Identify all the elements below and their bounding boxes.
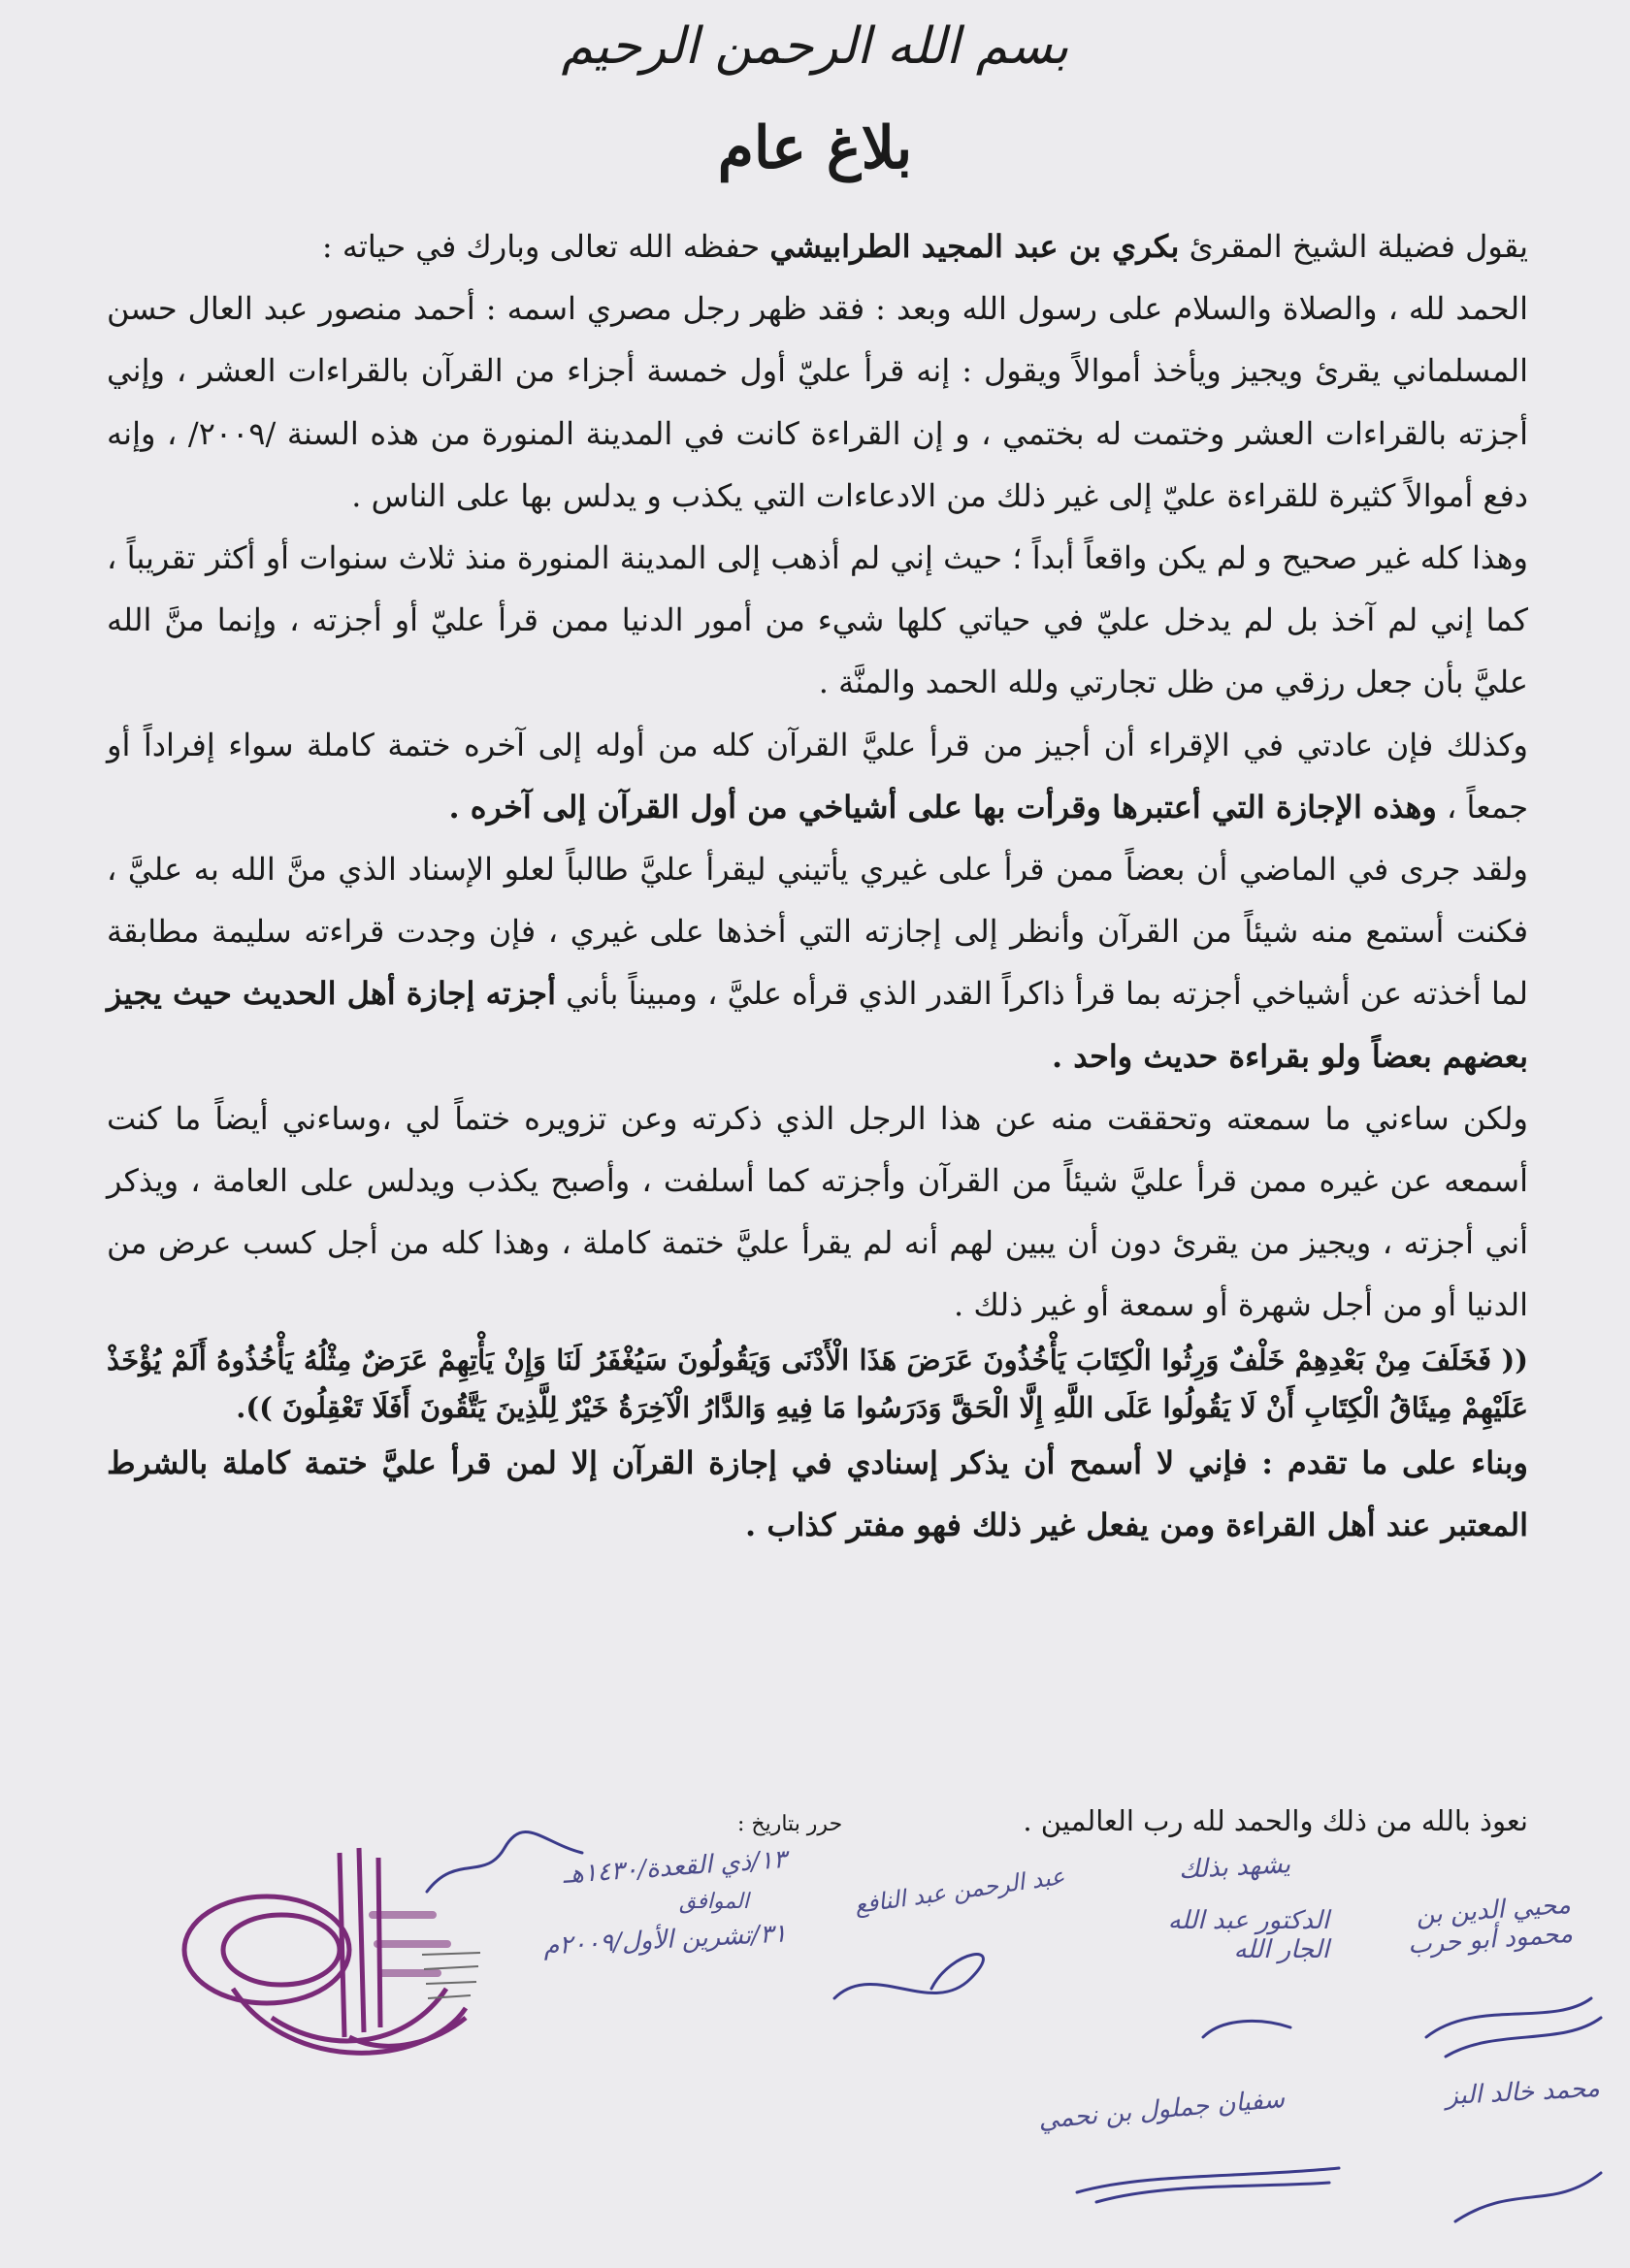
date-label: حرر بتاريخ : xyxy=(737,1812,843,1836)
paragraph-claim: الحمد لله ، والصلاة والسلام على رسول الله وبعد : فقد ظهر رجل مصري اسمه : أحمد منصور عبد العال حسن المسلماني يقرئ ويجيز ويأخذ أموالاً ويقول : إنه قرأ عليّ أول خمسة أجزاء من القرآن بالقراءات العشر ، وإني أجزته بالقراءات العشر وختمت له بختمي ، و إن القراءة كانت في المدينة المنورة من هذه السنة /٢٠٠٩/ ، وإنه دفع أموالاً كثيرة للقراءة عليّ إلى غير ذلك من الادعاءات التي يكذب و يدلس بها على الناس . xyxy=(107,290,1529,514)
hijri-date: ١٣/ذي القعدة/١٤٣٠هـ xyxy=(562,1844,788,1891)
gregorian-date: ٣١/تشرين الأول/٢٠٠٩م xyxy=(542,1919,788,1961)
paragraph-complaint: ولكن ساءني ما سمعته وتحققت منه عن هذا الرجل الذي ذكرته وعن تزويره ختماً لي ،وساءني أيضاً ما كنت أسمعه عن غيره ممن قرأ عليَّ شيئاً من القرآن وأجزته كما أسلفت ، وأصبح يكذب ويدلس على العامة ، ويذكر أني أجزته ، ويجيز من يقرئ دون أن يبين لهم أنه لم يقرأ عليَّ ختمة كاملة ، وهذا كله من أجل كسب عرض من الدنيا أو من أجل شهرة أو سمعة أو غير ذلك . xyxy=(107,1099,1529,1324)
paragraph-ruling: وبناء على ما تقدم : فإني لا أسمح أن يذكر إسنادي في إجازة القرآن إلا لمن قرأ عليَّ ختمة كاملة بالشرط المعتبر عند أهل القراءة ومن يفعل غير ذلك فهو مفتر كذاب . xyxy=(107,1443,1529,1543)
intro-end: حفظه الله تعالى وبارك في حياته : xyxy=(321,228,770,265)
basmala: بسم الله الرحمن الرحيم xyxy=(561,17,1069,76)
closing-line: نعوذ بالله من ذلك والحمد لله رب العالمين . xyxy=(1023,1804,1528,1837)
sheikh-name: بكري بن عبد المجيد الطرابيشي xyxy=(769,228,1180,265)
intro-text: يقول فضيلة الشيخ المقرئ xyxy=(1179,228,1528,265)
witness-name: عبد الرحمن عبد النافع xyxy=(853,1862,1067,1920)
muwafiq-label: الموافق xyxy=(679,1890,749,1914)
custom-text: وكذلك فإن عادتي في الإقراء أن أجيز من قرأ عليَّ القرآن كله من أوله إلى آخره ختمة كاملة سواء إفراداً أو جمعاً ، xyxy=(107,726,1528,826)
witness-heading: يشهد بذلك xyxy=(1178,1850,1291,1885)
quran-verse: (( فَخَلَفَ مِنْ بَعْدِهِمْ خَلْفٌ وَرِثُوا الْكِتَابَ يَأْخُذُونَ عَرَضَ هَذَا الْأَدْنَى وَيَقُولُونَ سَيُغْفَرُ لَنَا وَإِنْ يَأْتِهِمْ عَرَضٌ مِثْلُهُ يَأْخُذُوهُ أَلَمْ يُؤْخَذْ عَلَيْهِمْ مِيثَاقُ الْكِتَابِ أَنْ لَا يَقُولُوا عَلَى اللَّهِ إِلَّا الْحَقَّ وَدَرَسُوا مَا فِيهِ وَالدَّارُ الْآخِرَةُ خَيْرٌ لِلَّذِينَ يَتَّقُونَ أَفَلَا تَعْقِلُونَ )). xyxy=(107,1343,1528,1424)
past-bold: أجزته إجازة أهل الحديث حيث يجيز بعضهم بعضاً ولو بقراءة حديث واحد . xyxy=(107,975,1528,1075)
paragraph-denial: وهذا كله غير صحيح و لم يكن واقعاً أبداً ؛ حيث إني لم أذهب إلى المدينة المنورة منذ ثلاث سنوات أو أكثر تقريباً ، كما إني لم آخذ بل لم يدخل عليّ في حياتي كلها شيء من أمور الدنيا ممن قرأ عليّ أو أجزته ، وإنما منَّ الله عليَّ بأن جعل رزقي من ظل تجارتي ولله الحمد والمنَّة . xyxy=(107,539,1529,701)
witness-name: الدكتور عبد الله الجار الله xyxy=(1167,1906,1329,1964)
document-title: بلاغ عام xyxy=(717,114,913,182)
witness-name: محيي الدين بن محمود أبو حرب xyxy=(1407,1890,1574,1960)
witness-name: محمد خالد البز xyxy=(1445,2073,1601,2112)
past-text: ولقد جرى في الماضي أن بعضاً ممن قرأ على غيري يأتيني ليقرأ عليَّ طالباً لعلو الإسناد الذي منَّ الله به عليَّ ، فكنت أستمع منه شيئاً من القرآن وأنظر إلى إجازته التي أخذها على غيري ، فإن وجدت قراءته سليمة مطابقة لما أخذته عن أشياخي أجزته بما قرأ ذاكراً القدر الذي قرأه عليَّ ، ومبيناً بأني xyxy=(107,851,1529,1013)
custom-bold: وهذه الإجازة التي أعتبرها وقرأت بها على أشياخي من أول القرآن إلى آخره . xyxy=(448,788,1437,826)
witness-name: سفيان جملول بن نحمي xyxy=(1037,2084,1287,2136)
